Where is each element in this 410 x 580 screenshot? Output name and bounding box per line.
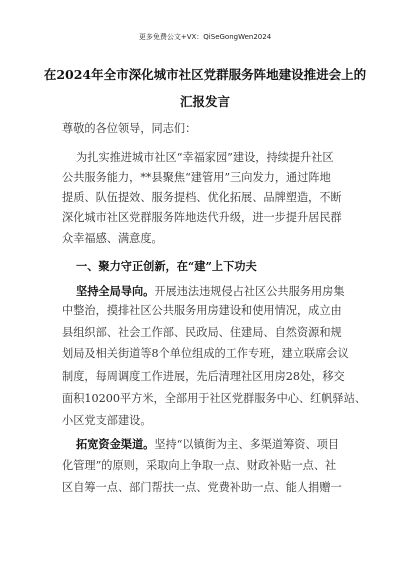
document-title-line1: 在2024年全市深化城市社区党群服务阵地建设推进会上的 xyxy=(43,67,367,82)
intro-line-1: 为扎实推进城市社区“幸福家园”建设，持续提升社区 xyxy=(76,151,334,164)
para1-line-5: 制度，每周调度工作进展，先后清理社区用房28处，移交 xyxy=(62,370,345,383)
para1-line-3: 县组织部、社会工作部、民政局、住建局、自然资源和规 xyxy=(62,326,342,339)
intro-line-2: 公共服务能力，**县聚焦“建管用”三向发力，通过阵地 xyxy=(62,171,331,184)
section-heading-1: 一、聚力守正创新，在“建”上下功夫 xyxy=(76,259,257,273)
document-title-line2: 汇报发言 xyxy=(179,94,230,109)
para2-line-1 xyxy=(76,437,339,452)
para1-line-4: 划局及相关街道等8个单位组成的工作专班，建立联席会议 xyxy=(62,347,349,360)
para1-bold-lead: 坚持全局导向。 xyxy=(76,284,155,298)
para1-line-1 xyxy=(76,284,345,299)
para2-line-2: 化管理”的原则，采取向上争取一点、财政补贴一点、社 xyxy=(62,459,337,472)
intro-line-4: 深化城市社区党群服务阵地迭代升级，进一步提升居民群 xyxy=(62,211,342,224)
para1-line1-text: 开展违法违规侵占社区公共服务用房集 xyxy=(154,285,345,298)
para1-line-6: 面积10200平方米，全部用于社区党群服务中心、红帆驿站、 xyxy=(62,392,367,405)
para2-bold-lead: 拓宽资金渠道。 xyxy=(76,437,155,451)
intro-line-3: 提质、队伍提效、服务提档、优化拓展、品牌塑造，不断 xyxy=(62,191,342,204)
para1-line-7: 小区党支部建设。 xyxy=(62,414,152,427)
greeting: 尊敬的各位领导，同志们： xyxy=(62,122,197,135)
para2-line-3: 区自筹一点、部门帮扶一点、党费补助一点、能人捐赠一 xyxy=(62,481,342,494)
para1-line-2: 中整治，摸排社区公共服务用房建设和使用情况，成立由 xyxy=(62,304,342,317)
page-header: 更多免费公文+VX：QiSeGongWen2024 xyxy=(138,33,272,41)
intro-line-5: 众幸福感、满意度。 xyxy=(62,232,163,245)
para2-line1-text: 坚持“以镇街为主、多渠道筹资、项目 xyxy=(154,438,340,451)
